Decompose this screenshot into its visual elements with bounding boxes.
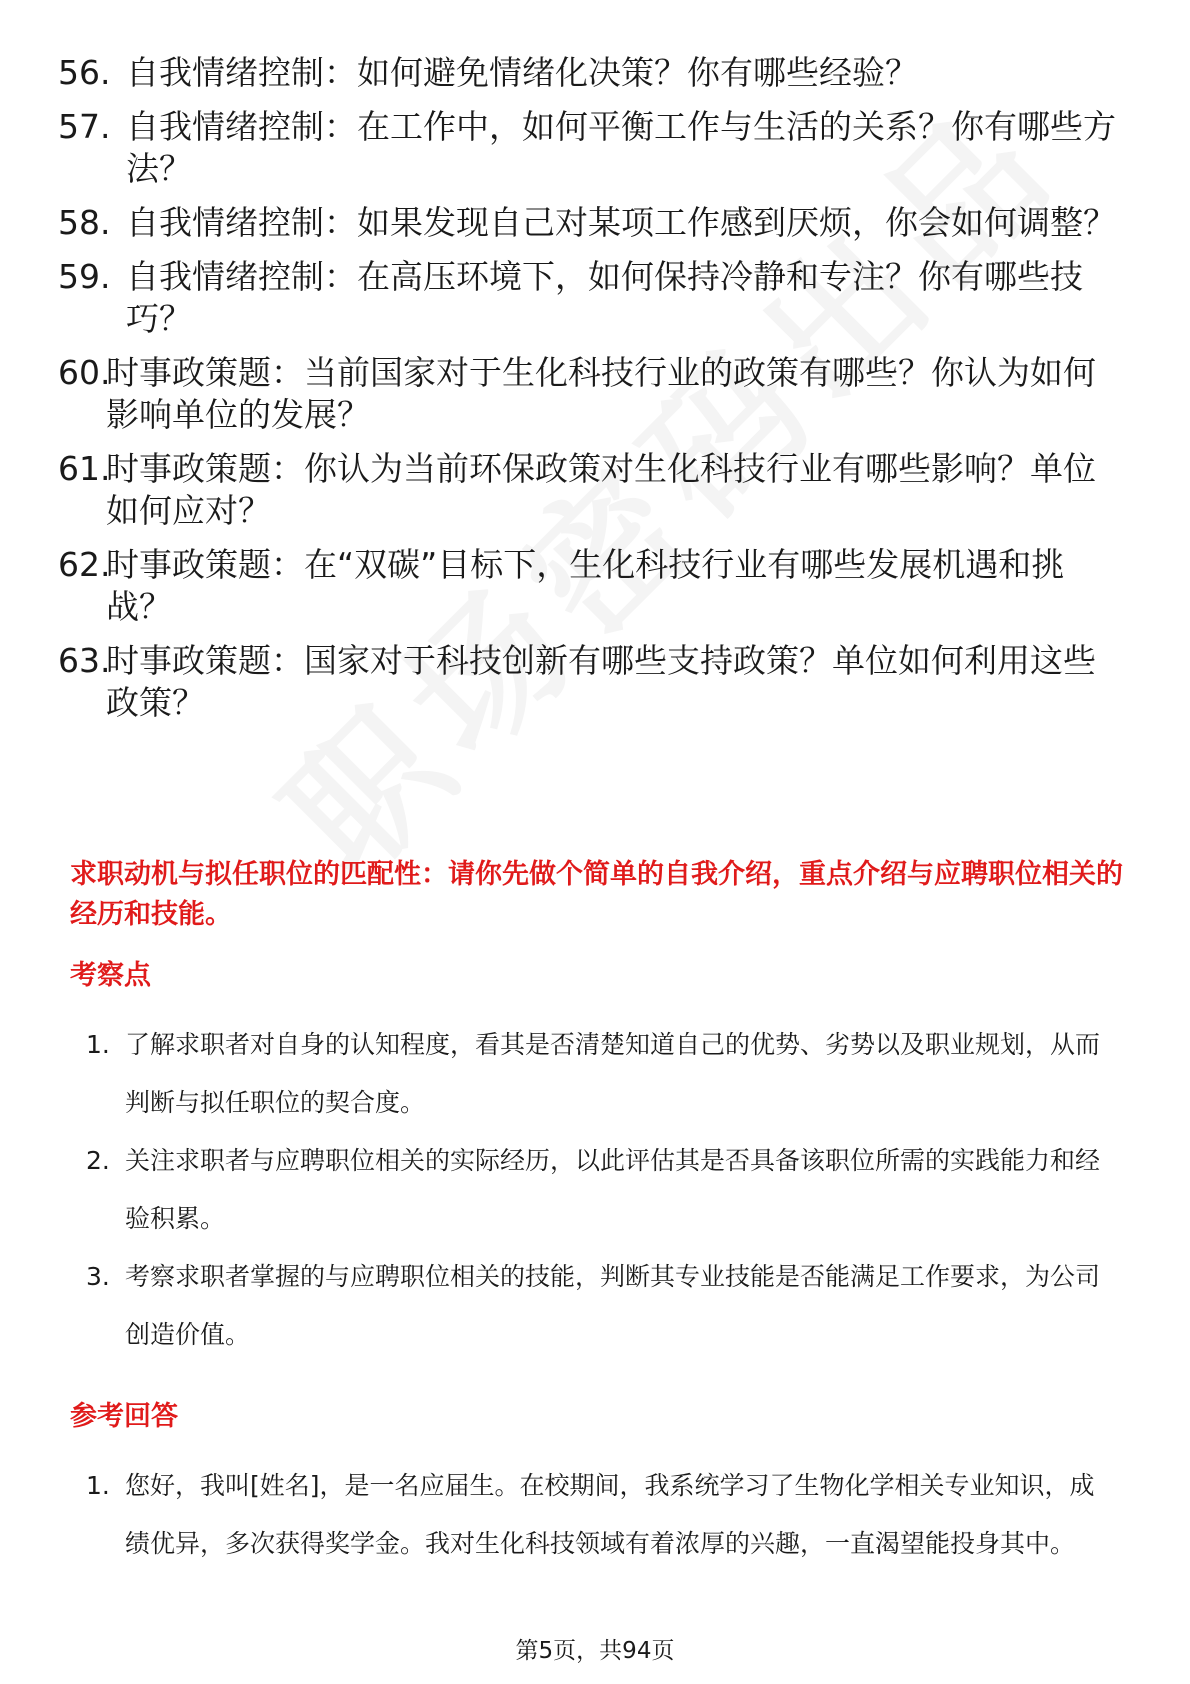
list-item-text: 考察求职者掌握的与应聘职位相关的技能，判断其专业技能是否能满足工作要求，为公司创造价值。 bbox=[125, 1262, 1101, 1349]
observation-list bbox=[0, 1016, 1190, 1364]
question-text: 自我情绪控制：如果发现自己对某项工作感到厌烦，你会如何调整？ bbox=[126, 203, 1116, 242]
question-item bbox=[0, 640, 1190, 724]
question-number: 58. bbox=[58, 203, 111, 242]
question-item bbox=[0, 202, 1190, 244]
question-text: 自我情绪控制：如何避免情绪化决策？你有哪些经验？ bbox=[126, 53, 918, 92]
question-number: 59. bbox=[58, 257, 111, 296]
reference-list bbox=[0, 1457, 1190, 1573]
question-item bbox=[0, 352, 1190, 436]
question-item bbox=[0, 256, 1190, 340]
question-item bbox=[0, 448, 1190, 532]
question-number: 61. bbox=[58, 449, 111, 488]
list-item-text: 关注求职者与应聘职位相关的实际经历，以此评估其是否具备该职位所需的实践能力和经验积累。 bbox=[125, 1146, 1101, 1233]
question-item bbox=[0, 106, 1190, 190]
question-text: 时事政策题：当前国家对于生化科技行业的政策有哪些？你认为如何影响单位的发展？ bbox=[106, 353, 1096, 434]
list-item-text: 您好，我叫[姓名]，是一名应届生。在校期间，我系统学习了生物化学相关专业知识，成绩优异，多次获得奖学金。我对生化科技领域有着浓厚的兴趣，一直渴望能投身其中。 bbox=[125, 1471, 1095, 1558]
list-item-number: 3. bbox=[86, 1262, 110, 1291]
list-item-number: 2. bbox=[86, 1146, 110, 1175]
list-item bbox=[0, 1248, 1190, 1364]
question-text: 时事政策题：国家对于科技创新有哪些支持政策？单位如何利用这些政策？ bbox=[106, 641, 1096, 722]
question-number: 62. bbox=[58, 545, 111, 584]
list-item-number: 1. bbox=[86, 1030, 110, 1059]
question-number: 60. bbox=[58, 353, 111, 392]
list-item-number: 1. bbox=[86, 1471, 110, 1500]
question-number: 63. bbox=[58, 641, 111, 680]
reference-heading: 参考回答 bbox=[70, 1401, 178, 1432]
question-list bbox=[0, 52, 1190, 736]
question-number: 56. bbox=[58, 53, 111, 92]
question-item bbox=[0, 52, 1190, 94]
question-text: 时事政策题：在“双碳”目标下，生化科技行业有哪些发展机遇和挑战？ bbox=[106, 545, 1065, 626]
question-text: 时事政策题：你认为当前环保政策对生化科技行业有哪些影响？单位如何应对？ bbox=[106, 449, 1096, 530]
page-number: 第5页，共94页 bbox=[515, 1638, 675, 1664]
list-item-text: 了解求职者对自身的认知程度，看其是否清楚知道自己的优势、劣势以及职业规划，从而判断与拟任职位的契合度。 bbox=[125, 1030, 1101, 1117]
question-number: 57. bbox=[58, 107, 111, 146]
list-item bbox=[0, 1457, 1190, 1573]
list-item bbox=[0, 1132, 1190, 1248]
question-text: 自我情绪控制：在高压环境下，如何保持冷静和专注？你有哪些技巧？ bbox=[126, 257, 1083, 338]
question-item bbox=[0, 544, 1190, 628]
observation-heading: 考察点 bbox=[70, 960, 151, 991]
question-text: 自我情绪控制：在工作中，如何平衡工作与生活的关系？你有哪些方法？ bbox=[126, 107, 1116, 188]
list-item bbox=[0, 1016, 1190, 1132]
section-title: 求职动机与拟任职位的匹配性：请你先做个简单的自我介绍，重点介绍与应聘职位相关的经历和技能。 bbox=[70, 859, 1123, 930]
